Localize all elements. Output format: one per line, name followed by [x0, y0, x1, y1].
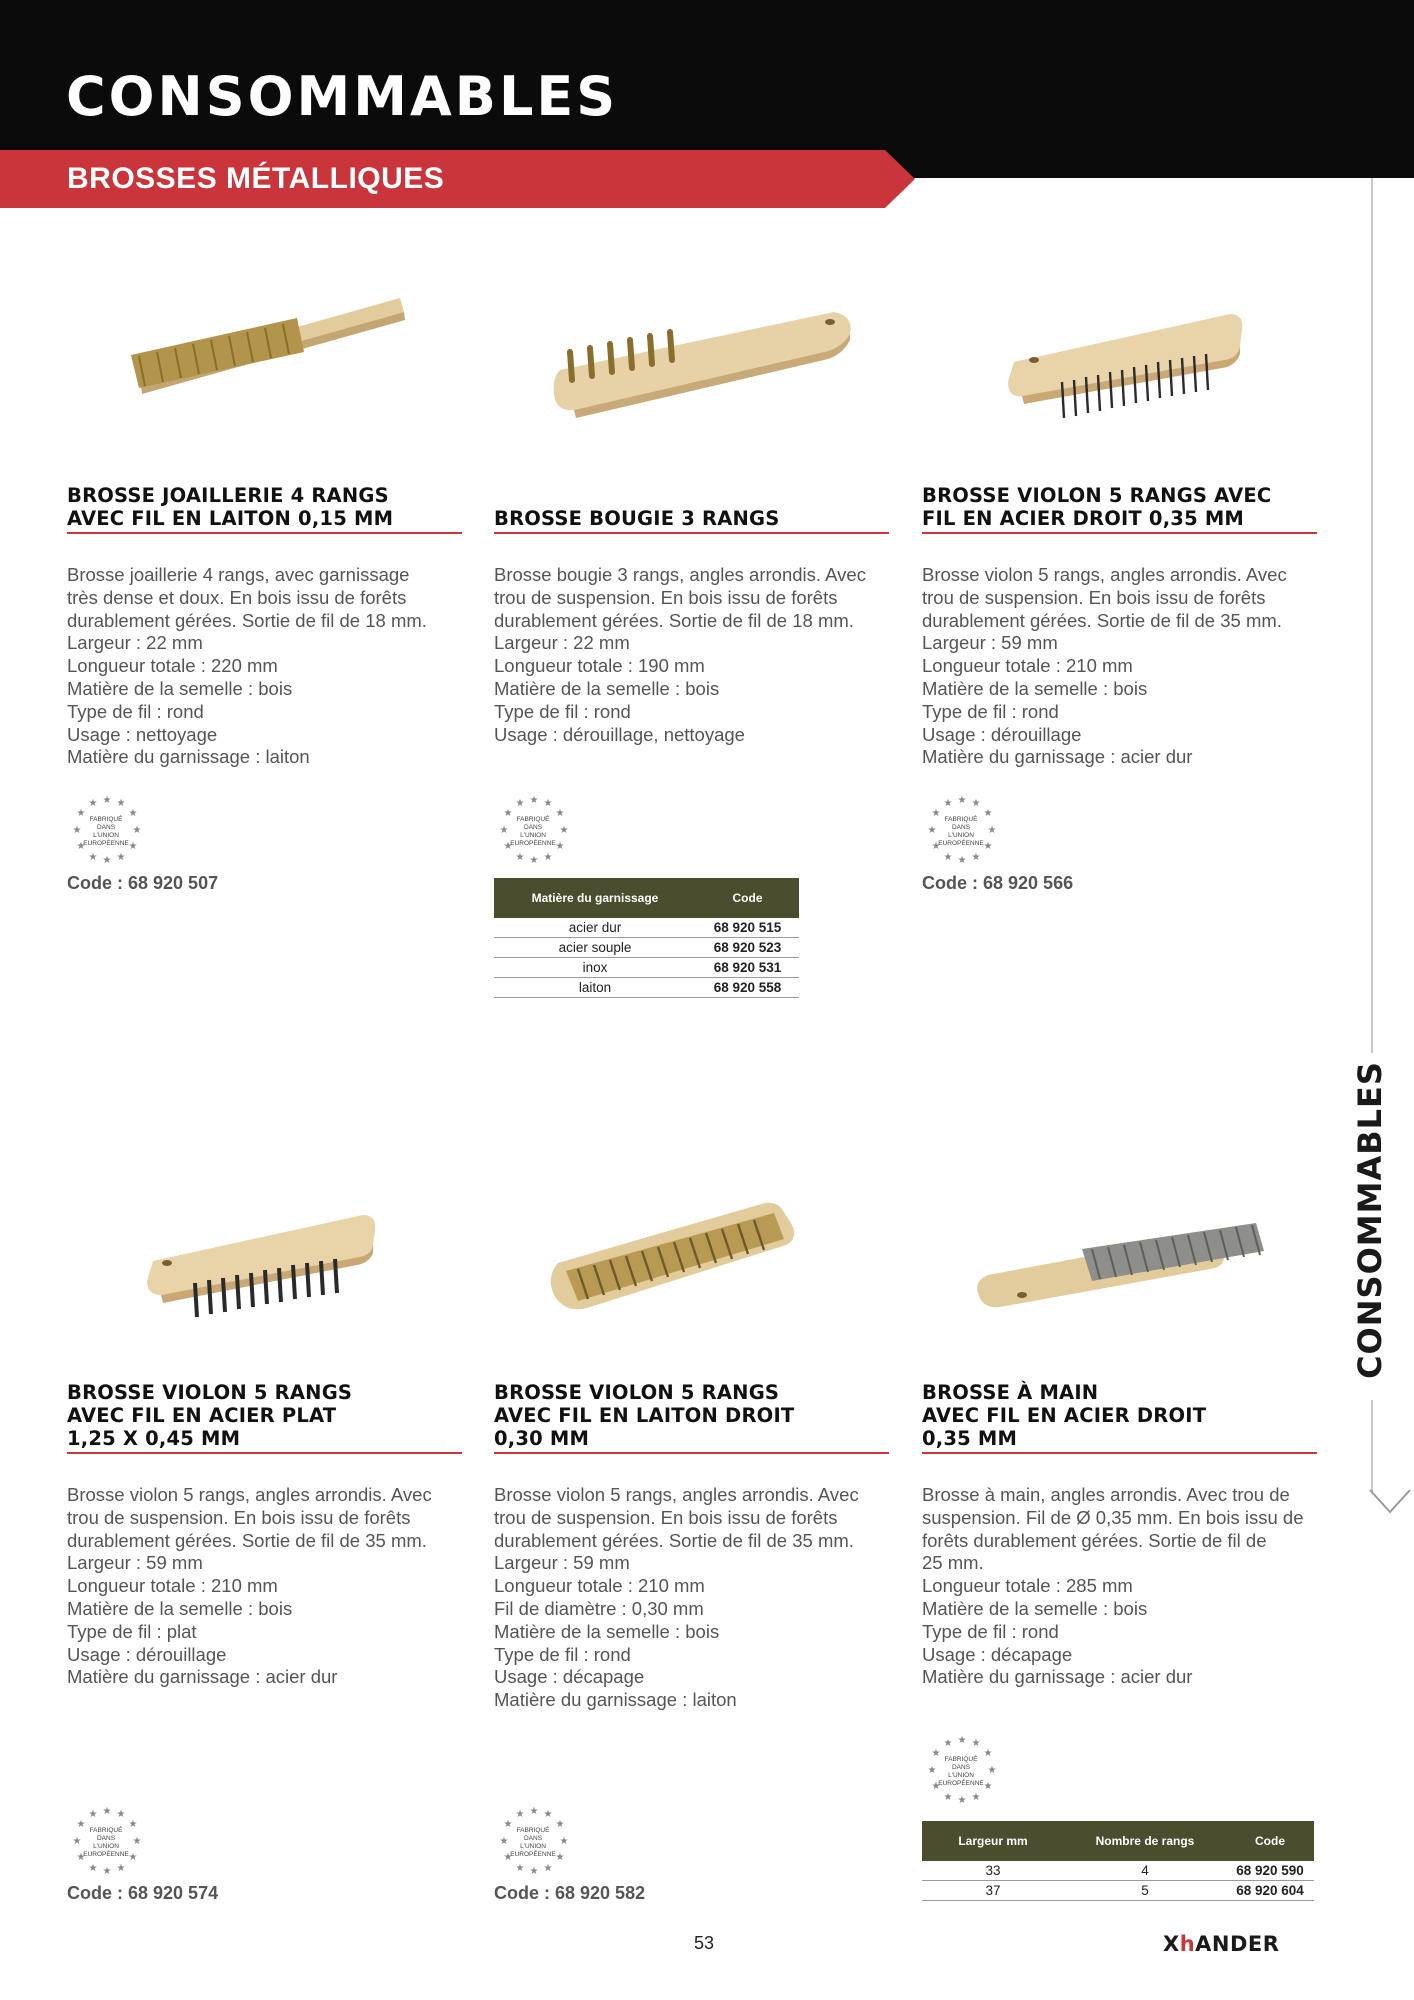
product-description: Brosse à main, angles arrondis. Avec trou de suspension. Fil de Ø 0,35 mm. En bois issu de forêts durablement gérées. Sortie de fil de 25 mm. Longueur totale : 285 mm Matière de la semelle : bois Type de fil : rond Usage : décapage Matière du garnissage : acier dur — [922, 1484, 1304, 1688]
product-card — [67, 270, 462, 893]
svg-text:★: ★ — [983, 808, 993, 819]
svg-text:★: ★ — [503, 808, 513, 819]
table-row: inox 68 920 531 — [494, 958, 799, 978]
product-description: Brosse bougie 3 rangs, angles arrondis. Avec trou de suspension. En bois issu de forêts durablement gérées. Sortie de fil de 18 mm. Largeur : 22 mm Longueur totale : 190 mm Matière de la semelle : bois Type de fil : rond Usage : dérouillage, nettoyage — [494, 564, 866, 745]
product-card — [922, 1165, 1317, 1898]
svg-text:★: ★ — [555, 841, 565, 852]
page-number: 53 — [694, 1933, 715, 1953]
svg-text:★: ★ — [102, 1866, 112, 1877]
svg-text:★: ★ — [499, 1836, 509, 1847]
page-title: CONSOMMABLES — [66, 65, 619, 128]
svg-text:★: ★ — [515, 1809, 525, 1820]
svg-text:★: ★ — [931, 808, 941, 819]
brand-logo: XhANDER — [1163, 1932, 1280, 1956]
svg-text:★: ★ — [88, 1863, 98, 1874]
svg-text:★: ★ — [957, 795, 967, 806]
svg-text:★: ★ — [983, 1781, 993, 1792]
side-divider — [1371, 178, 1373, 1053]
product-title: BROSSE VIOLON 5 RANGS AVEC FIL EN ACIER DROIT 0,35 MM — [922, 484, 1272, 530]
svg-text:★: ★ — [76, 841, 86, 852]
product-description: Brosse joaillerie 4 rangs, avec garnissage très dense et doux. En bois issu de forêts durablement gérées. Sortie de fil de 18 mm. Largeur : 22 mm Longueur totale : 220 mm Matière de la semelle : bois Type de fil : rond Usage : nettoyage Matière du garnissage : laiton — [67, 564, 427, 768]
table-header: Code — [1226, 1821, 1314, 1861]
svg-text:★: ★ — [971, 1792, 981, 1803]
svg-text:★: ★ — [76, 1852, 86, 1863]
product-title: BROSSE VIOLON 5 RANGS AVEC FIL EN ACIER PLAT 1,25 X 0,45 MM — [67, 1381, 353, 1450]
svg-text:★: ★ — [72, 1836, 82, 1847]
svg-text:★: ★ — [543, 1863, 553, 1874]
svg-text:★: ★ — [971, 798, 981, 809]
product-description: Brosse violon 5 rangs, angles arrondis. Avec trou de suspension. En bois issu de forêts durablement gérées. Sortie de fil de 35 mm. Largeur : 59 mm Longueur totale : 210 mm Fil de diamètre : 0,30 mm Matière de la semelle : bois Type de fil : rond Usage : décapage Matière du garnissage : laiton — [494, 1484, 859, 1711]
svg-text:★: ★ — [515, 852, 525, 863]
variant-table — [922, 1821, 1314, 1901]
svg-text:★: ★ — [102, 1806, 112, 1817]
svg-text:★: ★ — [943, 798, 953, 809]
svg-text:★: ★ — [927, 825, 937, 836]
brass-jewelry-brush-image — [67, 270, 462, 470]
title-underline — [494, 532, 889, 534]
svg-text:★: ★ — [559, 1836, 569, 1847]
table-row: acier souple 68 920 523 — [494, 938, 799, 958]
svg-text:★: ★ — [983, 841, 993, 852]
chevron-down-icon — [1368, 1488, 1412, 1518]
product-code: Code : 68 920 566 — [922, 873, 1074, 893]
svg-text:★: ★ — [116, 1863, 126, 1874]
svg-text:★: ★ — [503, 841, 513, 852]
svg-text:★: ★ — [72, 825, 82, 836]
title-underline — [922, 532, 1317, 534]
svg-text:★: ★ — [529, 855, 539, 866]
svg-text:★: ★ — [102, 795, 112, 806]
made-in-eu-badge: ★ ★ ★ ★ ★ ★ ★ ★ ★ ★ ★ ★ FABRIQUÉ DANS L'UNION EUROPÉENNE — [927, 1735, 997, 1806]
svg-text:★: ★ — [88, 852, 98, 863]
table-row: acier dur 68 920 515 — [494, 918, 799, 938]
product-card — [67, 1165, 462, 1903]
table-row: laiton 68 920 558 — [494, 978, 799, 998]
product-description: Brosse violon 5 rangs, angles arrondis. Avec trou de suspension. En bois issu de forêts durablement gérées. Sortie de fil de 35 mm. Largeur : 59 mm Longueur totale : 210 mm Matière de la semelle : bois Type de fil : rond Usage : dérouillage Matière du garnissage : acier dur — [922, 564, 1287, 768]
svg-text:★: ★ — [529, 1806, 539, 1817]
svg-text:★: ★ — [529, 795, 539, 806]
svg-text:★: ★ — [515, 798, 525, 809]
table-header: Nombre de rangs — [1064, 1821, 1226, 1861]
svg-text:★: ★ — [983, 1748, 993, 1759]
svg-text:★: ★ — [128, 1819, 138, 1830]
svg-text:★: ★ — [971, 852, 981, 863]
svg-text:★: ★ — [957, 855, 967, 866]
svg-text:★: ★ — [515, 1863, 525, 1874]
violin-brush-steel-image — [922, 270, 1317, 470]
table-header: Largeur mm — [922, 1821, 1064, 1861]
made-in-eu-badge: ★ ★ ★ ★ ★ ★ ★ ★ ★ ★ ★ ★ FABRIQUÉ DANS L'UNION EUROPÉENNE — [927, 795, 997, 866]
svg-text:★: ★ — [943, 1792, 953, 1803]
violin-brush-flat-steel-image — [67, 1165, 462, 1365]
svg-text:★: ★ — [957, 1795, 967, 1806]
svg-text:★: ★ — [128, 841, 138, 852]
svg-text:★: ★ — [128, 1852, 138, 1863]
svg-text:★: ★ — [543, 1809, 553, 1820]
svg-text:★: ★ — [76, 808, 86, 819]
product-title: BROSSE À MAIN AVEC FIL EN ACIER DROIT 0,35 MM — [922, 1381, 1207, 1450]
hand-brush-steel-image — [922, 1165, 1317, 1365]
svg-text:★: ★ — [987, 1765, 997, 1776]
candle-brush-image — [494, 270, 889, 470]
svg-text:★: ★ — [931, 1781, 941, 1792]
svg-text:★: ★ — [971, 1738, 981, 1749]
made-in-eu-badge: ★ ★ ★ ★ ★ ★ ★ ★ ★ ★ ★ ★ FABRIQUÉ DANS L'UNION EUROPÉENNE — [72, 1806, 142, 1877]
svg-text:★: ★ — [88, 798, 98, 809]
violin-brush-brass-image — [494, 1165, 889, 1365]
svg-text:★: ★ — [132, 825, 142, 836]
svg-text:★: ★ — [555, 808, 565, 819]
table-row: 33 4 68 920 590 — [922, 1861, 1314, 1881]
variant-table — [494, 878, 799, 998]
svg-text:★: ★ — [931, 841, 941, 852]
svg-text:★: ★ — [132, 1836, 142, 1847]
side-tab-label: CONSOMMABLES — [1351, 1061, 1389, 1379]
svg-text:★: ★ — [943, 1738, 953, 1749]
svg-text:★: ★ — [943, 852, 953, 863]
product-card — [494, 270, 889, 995]
product-title: BROSSE BOUGIE 3 RANGS — [494, 507, 780, 530]
svg-text:★: ★ — [559, 825, 569, 836]
product-title: BROSSE JOAILLERIE 4 RANGS AVEC FIL EN LAITON 0,15 MM — [67, 484, 394, 530]
table-header: Code — [696, 878, 799, 918]
made-in-eu-badge: ★ ★ ★ ★ ★ ★ ★ ★ ★ ★ ★ ★ FABRIQUÉ DANS L'UNION EUROPÉENNE — [499, 1806, 569, 1877]
svg-text:★: ★ — [88, 1809, 98, 1820]
svg-text:★: ★ — [102, 855, 112, 866]
title-underline — [494, 1452, 889, 1454]
made-in-eu-badge: ★ ★ ★ ★ ★ ★ ★ ★ ★ ★ ★ ★ FABRIQUÉ DANS L'UNION EUROPÉENNE — [72, 795, 142, 866]
svg-text:★: ★ — [503, 1819, 513, 1830]
svg-text:★: ★ — [555, 1852, 565, 1863]
svg-text:★: ★ — [927, 1765, 937, 1776]
svg-text:★: ★ — [116, 1809, 126, 1820]
section-title: BROSSES MÉTALLIQUES — [67, 162, 445, 195]
title-underline — [922, 1452, 1317, 1454]
side-divider-lower — [1371, 1400, 1373, 1492]
product-title: BROSSE VIOLON 5 RANGS AVEC FIL EN LAITON DROIT 0,30 MM — [494, 1381, 795, 1450]
product-description: Brosse violon 5 rangs, angles arrondis. Avec trou de suspension. En bois issu de forêts durablement gérées. Sortie de fil de 35 mm. Largeur : 59 mm Longueur totale : 210 mm Matière de la semelle : bois Type de fil : plat Usage : dérouillage Matière du garnissage : acier dur — [67, 1484, 432, 1688]
table-header: Matière du garnissage — [494, 878, 696, 918]
svg-text:★: ★ — [503, 1852, 513, 1863]
svg-text:★: ★ — [931, 1748, 941, 1759]
product-code: Code : 68 920 507 — [67, 873, 219, 893]
svg-text:★: ★ — [987, 825, 997, 836]
svg-text:★: ★ — [543, 852, 553, 863]
product-code: Code : 68 920 582 — [494, 1883, 646, 1903]
table-row: 37 5 68 920 604 — [922, 1881, 1314, 1901]
svg-text:★: ★ — [529, 1866, 539, 1877]
svg-text:★: ★ — [128, 808, 138, 819]
title-underline — [67, 532, 462, 534]
product-card — [494, 1165, 889, 1903]
product-code: Code : 68 920 574 — [67, 1883, 219, 1903]
svg-text:★: ★ — [499, 825, 509, 836]
made-in-eu-badge: ★ ★ ★ ★ ★ ★ ★ ★ ★ ★ ★ ★ FABRIQUÉ DANS L'UNION EUROPÉENNE — [499, 795, 569, 866]
svg-text:★: ★ — [116, 798, 126, 809]
title-underline — [67, 1452, 462, 1454]
svg-text:★: ★ — [76, 1819, 86, 1830]
svg-text:★: ★ — [957, 1735, 967, 1746]
svg-text:★: ★ — [543, 798, 553, 809]
svg-text:★: ★ — [555, 1819, 565, 1830]
svg-text:★: ★ — [116, 852, 126, 863]
product-card — [922, 270, 1317, 893]
